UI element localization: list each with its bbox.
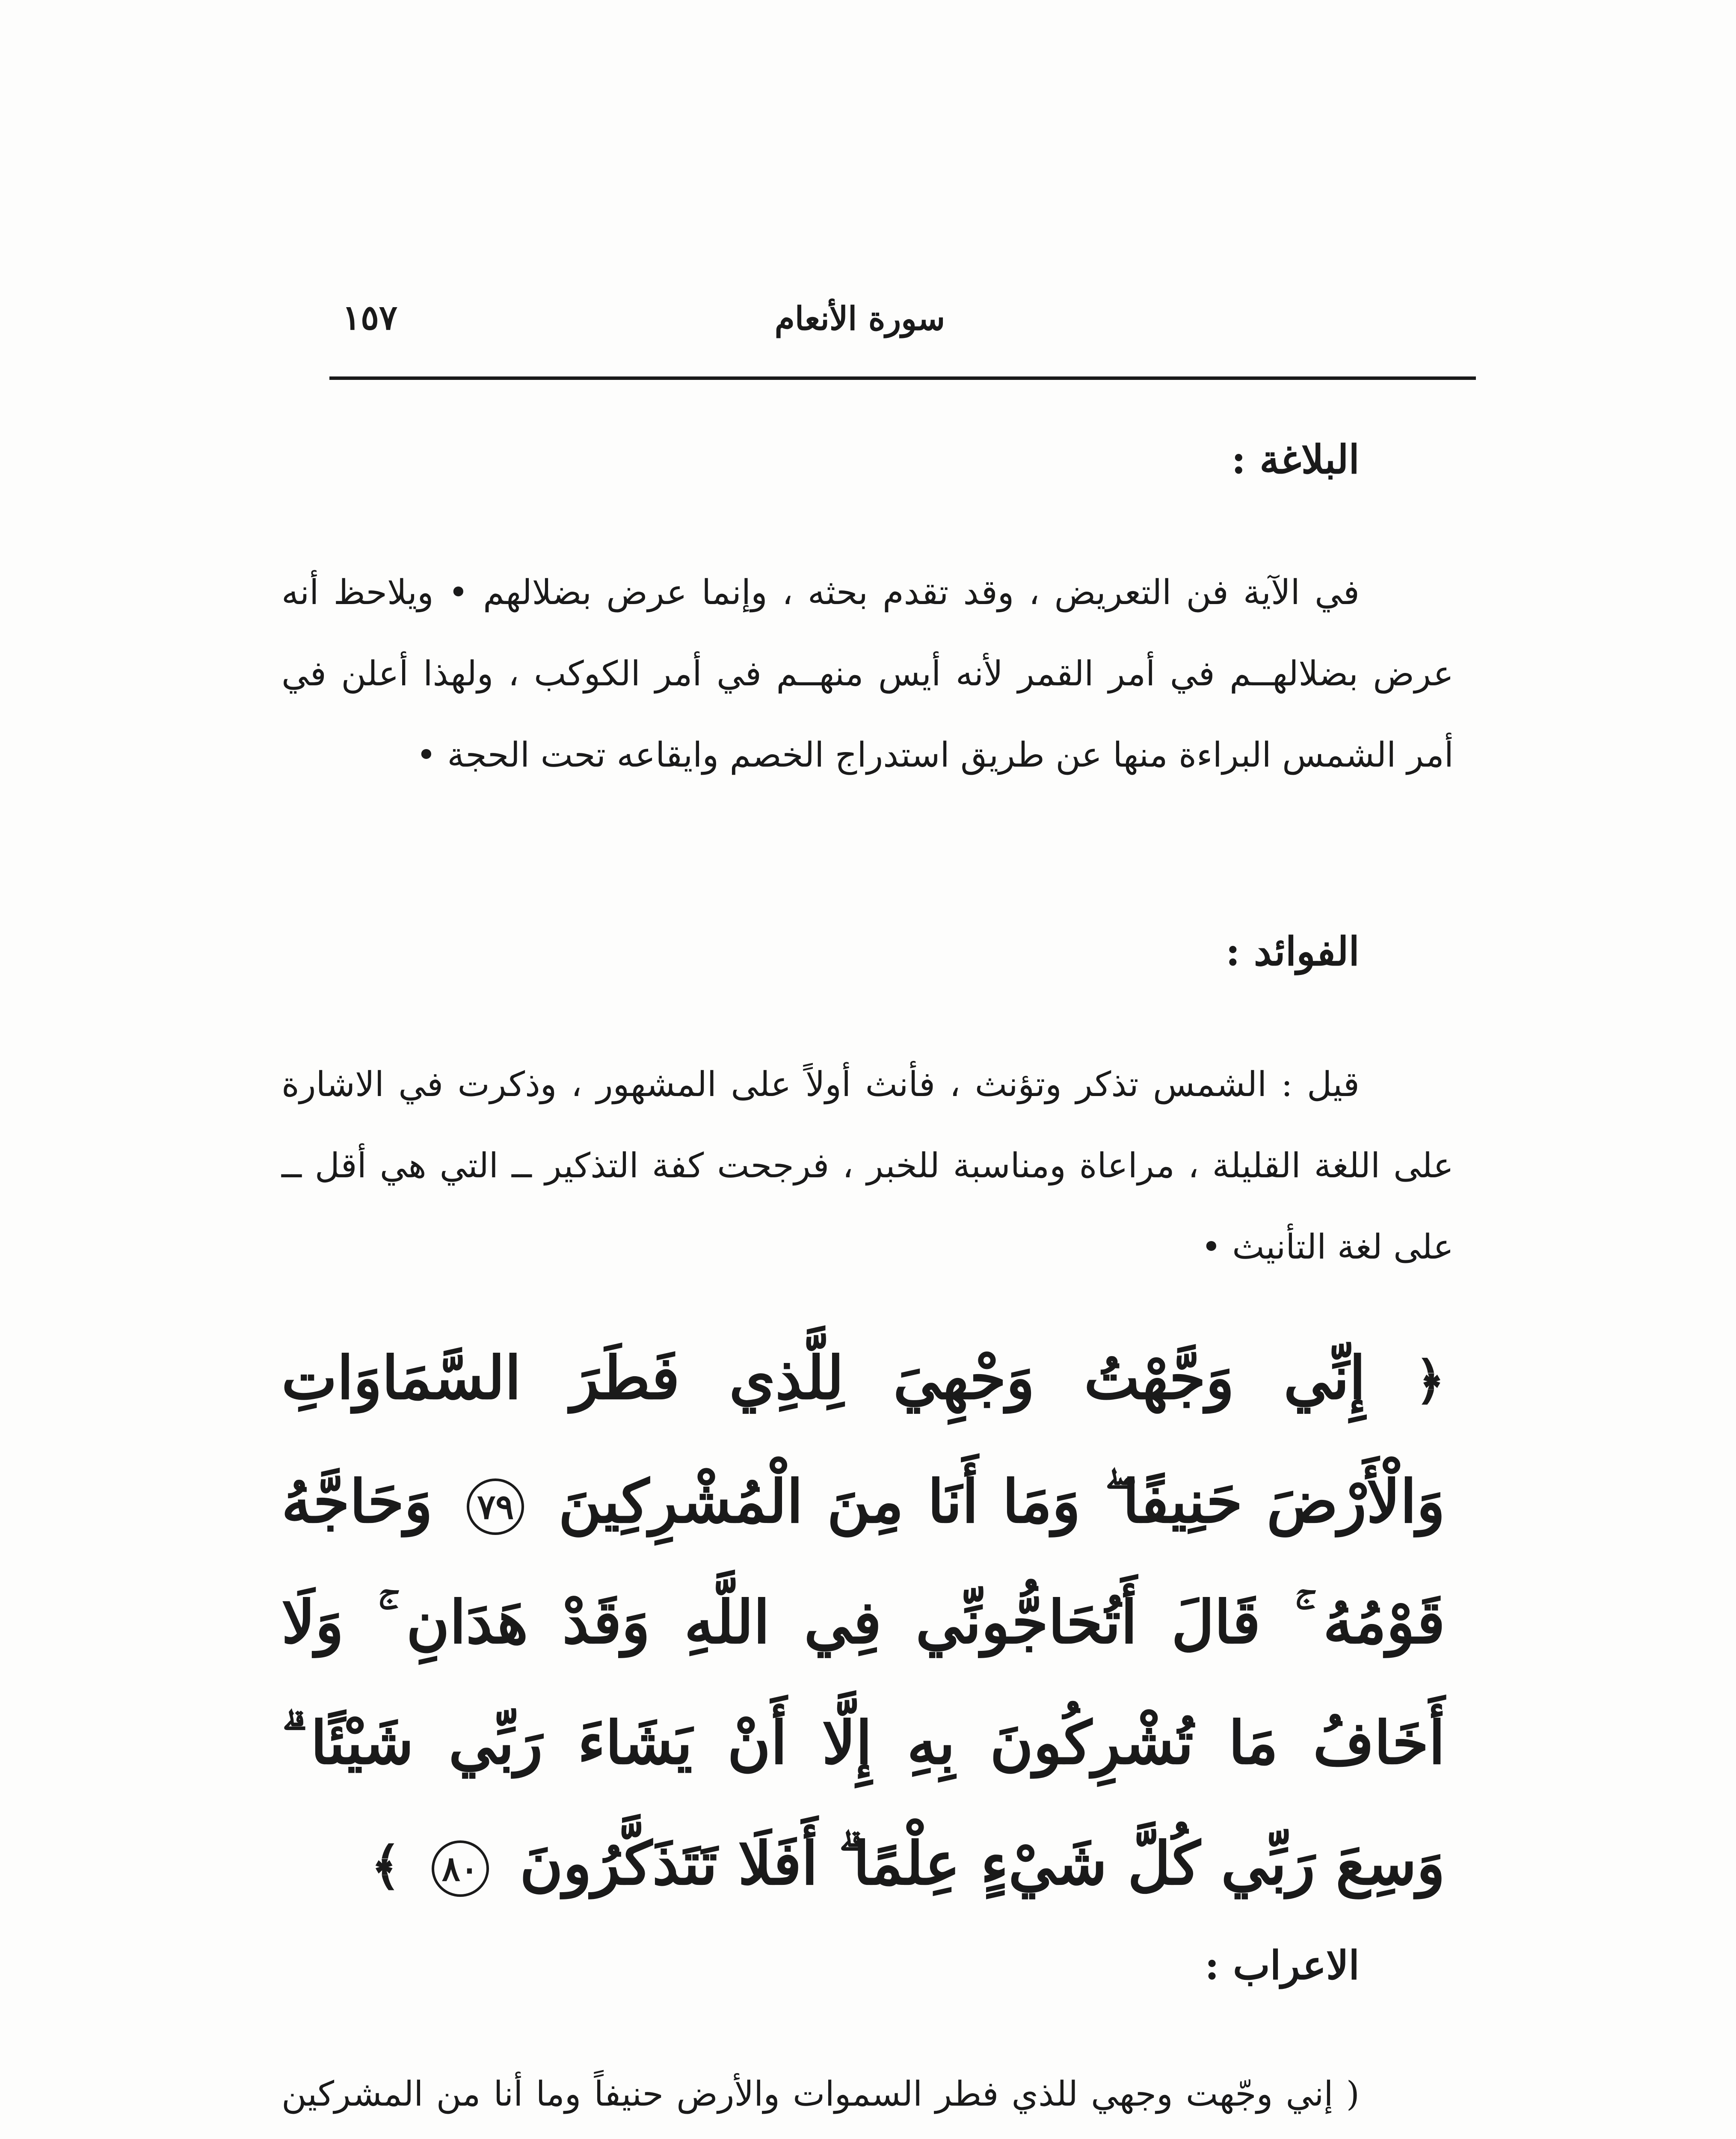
verse-number-marker: ٨٠ [432, 1840, 489, 1897]
section-body-balagha [281, 552, 1454, 796]
section-body-irab [281, 2053, 1454, 2139]
section-body-fawaid [281, 1044, 1454, 1288]
verse-80-text: وَحَاجَّهُ قَوْمُهُ ۚ قَالَ أَتُحَاجُّونِّي فِي اللَّهِ وَقَدْ هَدَانِ ۚ وَلَا أَخَافُ مَا تُشْرِكُونَ بِهِ إِلَّا أَنْ يَشَاءَ رَبِّي شَيْئًا ۗ وَسِعَ رَبِّي كُلَّ شَيْءٍ عِلْمًا ۗ أَفَلَا تَتَذَكَّرُونَ [281, 1466, 1445, 1898]
close-ornate-bracket: ﴾ [370, 1836, 401, 1896]
verse-number-marker: ٧٩ [467, 1478, 524, 1535]
paragraph: في الآية فن التعريض ، وقد تقدم بحثه ، وإنما عرض بضلالهم • ويلاحظ أنه عرض بضلالهــم في أمر القمر لأنه أيس منهــم في أمر الكوكب ، ولهذا أعلن في أمر الشمس البراءة منها عن طريق استدراج الخصم وايقاعه تحت الحجة • [281, 572, 1454, 775]
paragraph: قيل : الشمس تذكر وتؤنث ، فأنث أولاً على المشهور ، وذكرت في الاشارة على اللغة القليلة ، مراعاة ومناسبة للخبر ، فرجحت كفة التذكير ــ التي هي أقل ــ على لغة التأنيث • [281, 1064, 1454, 1267]
quran-verses [281, 1318, 1445, 1927]
running-header-title: سورة الأنعام [774, 299, 945, 338]
verse-79-text: إِنِّي وَجَّهْتُ وَجْهِيَ لِلَّذِي فَطَرَ السَّمَاوَاتِ وَالْأَرْضَ حَنِيفًا ۖ وَمَا أَنَا مِنَ الْمُشْرِكِينَ [281, 1343, 1445, 1536]
paragraph: ( إني وجّهت وجهي للذي فطر السموات والأرض حنيفاً وما أنا من المشركين [281, 2074, 1360, 2114]
section-heading-irab: الاعراب : [1205, 1942, 1360, 1988]
section-heading-fawaid: الفوائد : [1225, 928, 1360, 975]
section-heading-balagha: البلاغة : [1231, 436, 1360, 483]
page-number: ١٥٧ [342, 297, 397, 338]
open-ornate-bracket: ﴿ [1415, 1351, 1446, 1411]
header-divider [329, 376, 1476, 380]
